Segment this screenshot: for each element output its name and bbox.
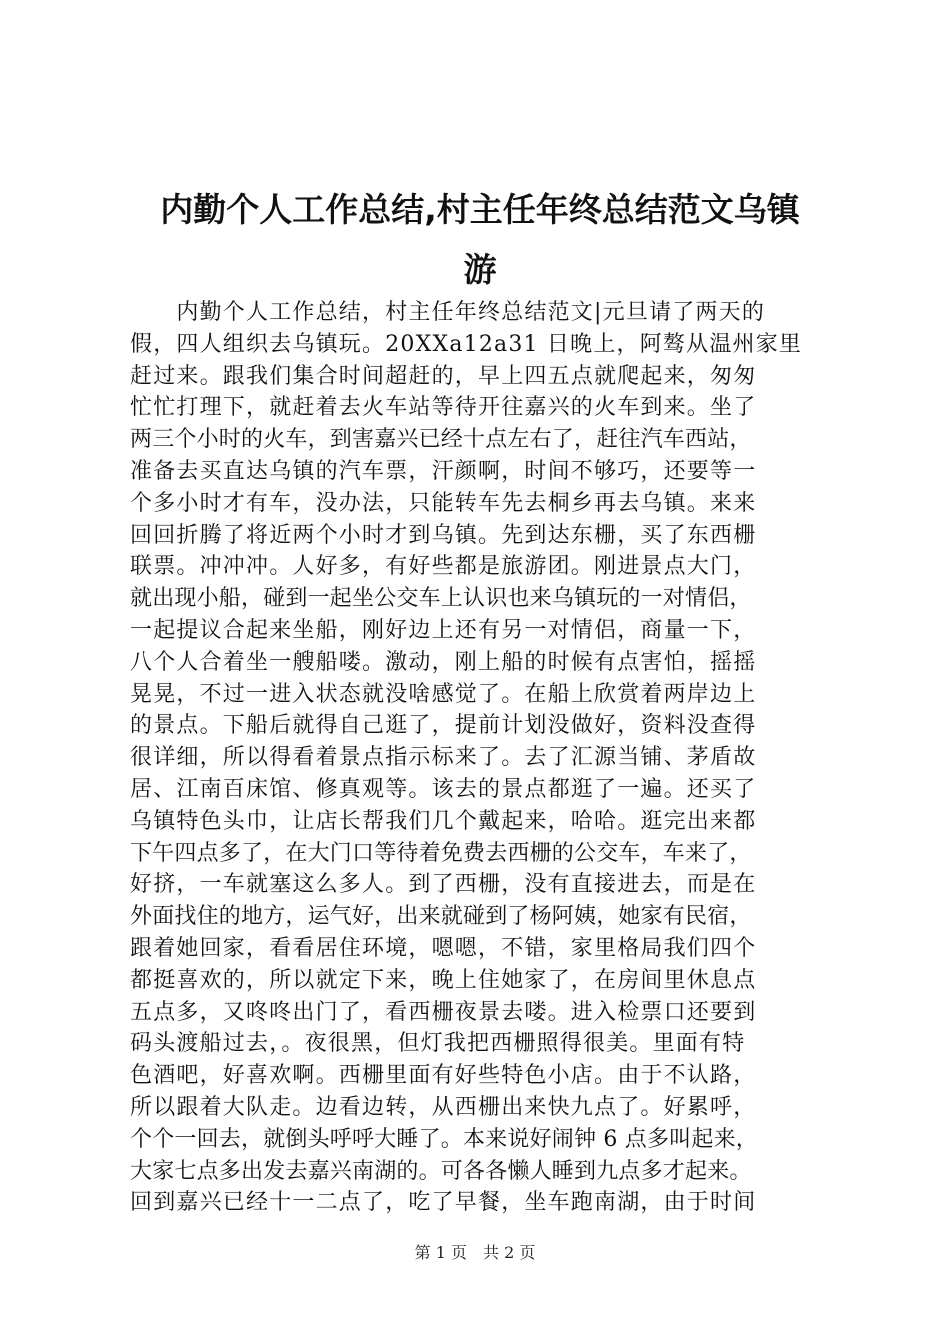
title-line-2: 游 [463, 250, 497, 289]
body-line: 色酒吧，好喜欢啊。西栅里面有好些特色小店。由于不认路， [130, 1063, 757, 1089]
body-line: 忙忙打理下，就赶着去火车站等待开往嘉兴的火车到来。坐了 [130, 395, 757, 421]
body-line: 准备去买直达乌镇的汽车票，汗颜啊，时间不够巧，还要等一 [130, 458, 757, 484]
body-line: 个个一回去，就倒头呼呼大睡了。本来说好闹钟 6 点多叫起来， [130, 1126, 758, 1152]
title-line-1: 内勤个人工作总结,村主任年终总结范文乌镇 [160, 190, 800, 229]
body-paragraph [130, 297, 840, 1219]
body-line: 的景点。下船后就得自己逛了，提前计划没做好，资料没查得 [130, 713, 757, 739]
body-line: 回到嘉兴已经十一二点了，吃了早餐，坐车跑南湖，由于时间 [130, 1190, 757, 1216]
body-line: 八个人合着坐一艘船喽。激动，刚上船的时候有点害怕，摇摇 [130, 649, 757, 675]
body-line: 联票。冲冲冲。人好多，有好些都是旅游团。刚进景点大门， [130, 554, 757, 580]
body-line: 跟着她回家，看看居住环境，嗯嗯，不错，家里格局我们四个 [130, 935, 757, 961]
body-line: 假，四人组织去乌镇玩。20XXa12a31 日晚上，阿骜从温州家里 [130, 331, 803, 357]
body-line: 一起提议合起来坐船，刚好边上还有另一对情侣，商量一下， [130, 617, 757, 643]
body-line: 居、江南百床馆、修真观等。该去的景点都逛了一遍。还买了 [130, 776, 757, 802]
body-line: 都挺喜欢的，所以就定下来，晚上住她家了，在房间里休息点 [130, 967, 757, 993]
body-line: 就出现小船，碰到一起坐公交车上认识也来乌镇玩的一对情侣， [130, 586, 752, 612]
body-line: 回回折腾了将近两个小时才到乌镇。先到达东栅，买了东西栅 [130, 522, 757, 548]
body-line: 两三个小时的火车，到害嘉兴已经十点左右了，赶往汽车西站， [130, 427, 752, 453]
body-line: 赶过来。跟我们集合时间超赶的，早上四五点就爬起来，匆匆 [130, 363, 757, 389]
body-line: 所以跟着大队走。边看边转，从西栅出来快九点了。好累呼， [130, 1094, 757, 1120]
body-line: 大家七点多出发去嘉兴南湖的。可各各懒人睡到九点多才起来。 [130, 1158, 752, 1184]
body-line: 乌镇特色头巾，让店长帮我们几个戴起来，哈哈。逛完出来都 [130, 808, 757, 834]
page-number-footer: 第 1 页 共 2 页 [414, 1243, 536, 1262]
body-line: 内勤个人工作总结，村主任年终总结范文|元旦请了两天的 [130, 300, 766, 325]
body-line: 好挤，一车就塞这么多人。到了西栅，没有直接进去，而是在 [130, 872, 757, 898]
body-line: 晃晃，不过一进入状态就没啥感觉了。在船上欣赏着两岸边上 [130, 681, 757, 707]
body-line: 很详细，所以得看着景点指示标来了。去了汇源当铺、茅盾故 [130, 745, 757, 771]
body-line: 外面找住的地方，运气好，出来就碰到了杨阿姨，她家有民宿， [130, 904, 752, 930]
body-line: 下午四点多了，在大门口等待着免费去西栅的公交车，车来了， [130, 840, 752, 866]
body-line: 码头渡船过去，。夜很黑，但灯我把西栅照得很美。里面有特 [130, 1031, 746, 1057]
document-title [130, 180, 830, 300]
body-line: 五点多，又咚咚出门了，看西栅夜景去喽。进入检票口还要到 [130, 999, 757, 1025]
body-line: 个多小时才有车，没办法，只能转车先去桐乡再去乌镇。来来 [130, 490, 757, 516]
